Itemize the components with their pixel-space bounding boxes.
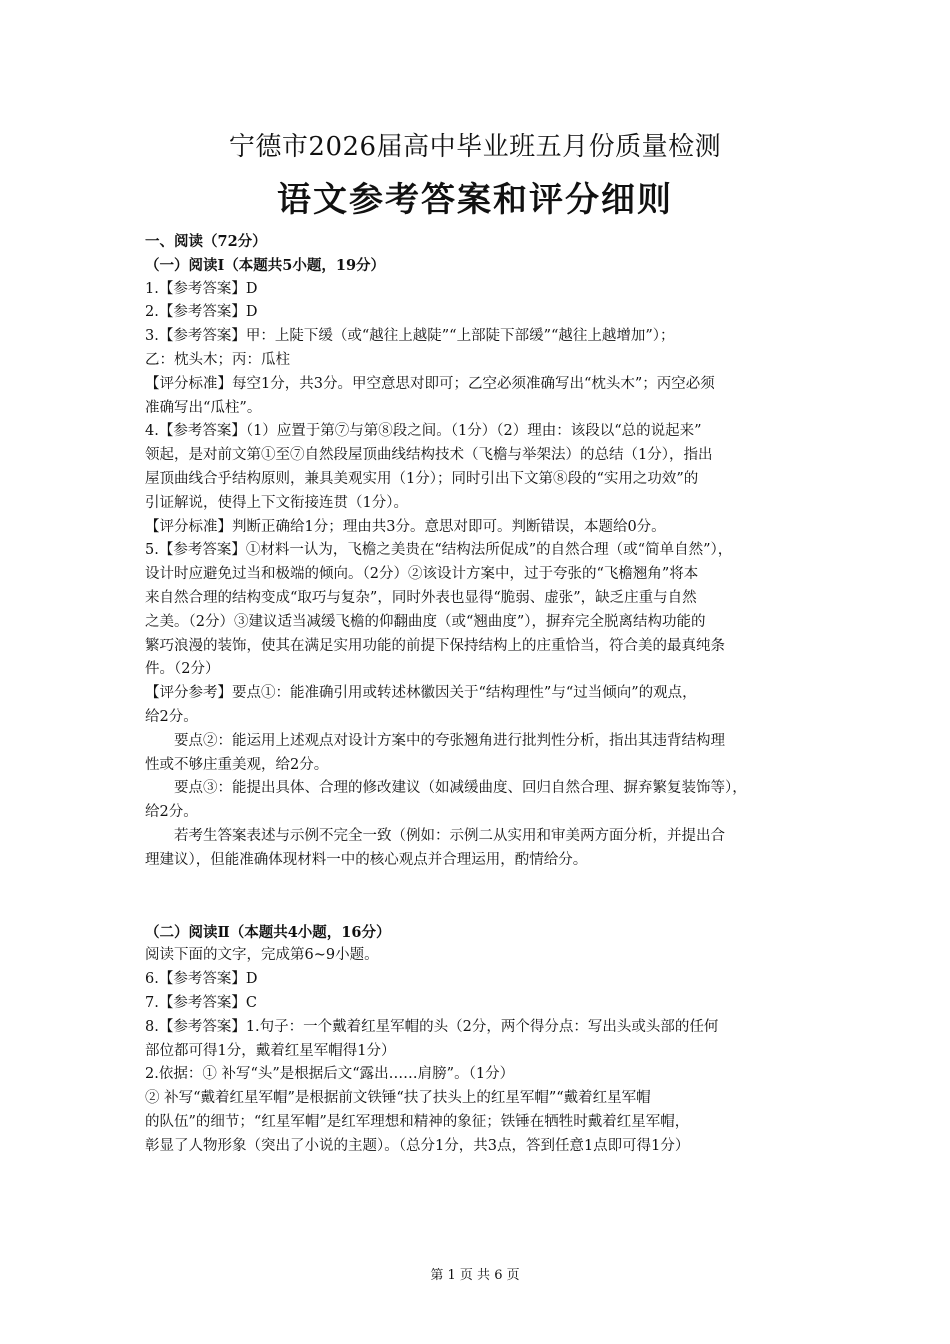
scoring-q5-point1-line1: 【评分参考】要点①：能准确引用或转述林徽因关于“结构理性”与“过当倾向”的观点， (145, 685, 697, 702)
document-subtitle: 语文参考答案和评分细则 (277, 180, 673, 220)
answer-q4-line3: 屋顶曲线合乎结构原则，兼具美观实用（1分）；同时引出下文第⑧段的“实用之功效”的 (145, 470, 699, 487)
answer-q3-line2: 乙：枕头木；丙：瓜柱 (145, 351, 290, 368)
part1-heading: （一）阅读I（本题共5小题，19分） (145, 256, 386, 274)
answer-q1: 1.【参考答案】D (145, 280, 258, 297)
scoring-q3-line1: 【评分标准】每空1分，共3分。甲空意思对即可；乙空必须准确写出“枕头木”；丙空必须 (145, 375, 715, 392)
scoring-q5-point1-line2: 给2分。 (145, 708, 198, 725)
scoring-q5-note-line1: 若考生答案表述与示例不完全一致（例如：示例二从实用和审美两方面分析，并提出合 (174, 827, 725, 844)
answer-q5-line1: 5.【参考答案】①材料一认为，飞檐之美贵在“结构法所促成”的自然合理（或“简单自然”）， (145, 542, 733, 559)
section-heading-reading: 一、阅读（72分） (145, 233, 267, 250)
scoring-q5-point2-line1: 要点②：能运用上述观点对设计方案中的夸张翘角进行批判性分析，指出其违背结构理 (174, 732, 725, 749)
answer-q8-line5: 的队伍”的细节；“红星军帽”是红军理想和精神的象征；铁锤在牺牲时戴着红星军帽， (145, 1113, 690, 1130)
answer-q8-line3: 2.依据：① 补写“头”是根据后文“露出……肩膀”。（1分） (145, 1066, 515, 1083)
scoring-q3-line2: 准确写出“瓜柱”。 (145, 399, 262, 416)
answer-q5-line5: 繁巧浪漫的装饰，使其在满足实用功能的前提下保持结构上的庄重恰当，符合美的最真纯条 (145, 637, 725, 654)
answer-q5-line4: 之美。（2分）③建议适当减缓飞檐的仰翻曲度（或“翘曲度”），摒弃完全脱离结构功能的 (145, 613, 706, 630)
scoring-q5-point3-line1: 要点③：能提出具体、合理的修改建议（如减缓曲度、回归自然合理、摒弃繁复装饰等）， (174, 780, 747, 797)
answer-q6: 6.【参考答案】D (145, 971, 258, 988)
answer-q8-line4: ② 补写“戴着红星军帽”是根据前文铁锤“扶了扶头上的红星军帽”“戴着红星军帽 (145, 1090, 651, 1107)
answer-q8-line1: 8.【参考答案】1.句子：一个戴着红星军帽的头（2分，两个得分点：写出头或头部的任何 (145, 1018, 719, 1035)
answer-q4-line4: 引证解说，使得上下文衔接连贯（1分）。 (145, 494, 408, 511)
scoring-q4: 【评分标准】判断正确给1分；理由共3分。意思对即可。判断错误，本题给0分。 (145, 518, 666, 535)
answer-q5-line3: 来自然合理的结构变成“取巧与复杂”，同时外表也显得“脆弱、虚张”，缺乏庄重与自然 (145, 589, 697, 606)
answer-content (145, 230, 810, 1158)
scoring-q5-point3-line2: 给2分。 (145, 804, 198, 821)
answer-q3-line1: 3.【参考答案】甲：上陡下缓（或“越往上越陡”“上部陡下部缓”“越往上越增加”）； (145, 328, 675, 345)
page-number: 第 1 页 共 6 页 (430, 1268, 520, 1283)
answer-q8-line2: 部位都可得1分，戴着红星军帽得1分） (145, 1042, 396, 1059)
scoring-q5-note-line2: 理建议），但能准确体现材料一中的核心观点并合理运用，酌情给分。 (145, 851, 588, 868)
part2-intro: 阅读下面的文字，完成第6~9小题。 (145, 947, 379, 964)
answer-q5-line2: 设计时应避免过当和极端的倾向。（2分）②该设计方案中，过于夸张的“飞檐翘角”将本 (145, 566, 699, 583)
section-spacer (145, 873, 810, 921)
answer-q2: 2.【参考答案】D (145, 304, 258, 321)
answer-q8-line6: 彰显了人物形象（突出了小说的主题）。（总分1分，共3点，答到任意1点即可得1分） (145, 1137, 690, 1154)
part2-heading: （二）阅读Ⅱ（本题共4小题，16分） (145, 923, 391, 941)
answer-q7: 7.【参考答案】C (145, 994, 257, 1011)
answer-q4-line2: 领起，是对前文第①至⑦自然段屋顶曲线结构技术（飞檐与举架法）的总结（1分），指出 (145, 447, 713, 464)
answer-q4-line1: 4.【参考答案】（1）应置于第⑦与第⑧段之间。（1分）（2）理由：该段以“总的说起来” (145, 423, 702, 440)
answer-q5-line6: 件。（2分） (145, 661, 220, 678)
document-title: 宁德市2026届高中毕业班五月份质量检测 (228, 132, 722, 162)
scoring-q5-point2-line2: 性或不够庄重美观，给2分。 (145, 756, 329, 773)
